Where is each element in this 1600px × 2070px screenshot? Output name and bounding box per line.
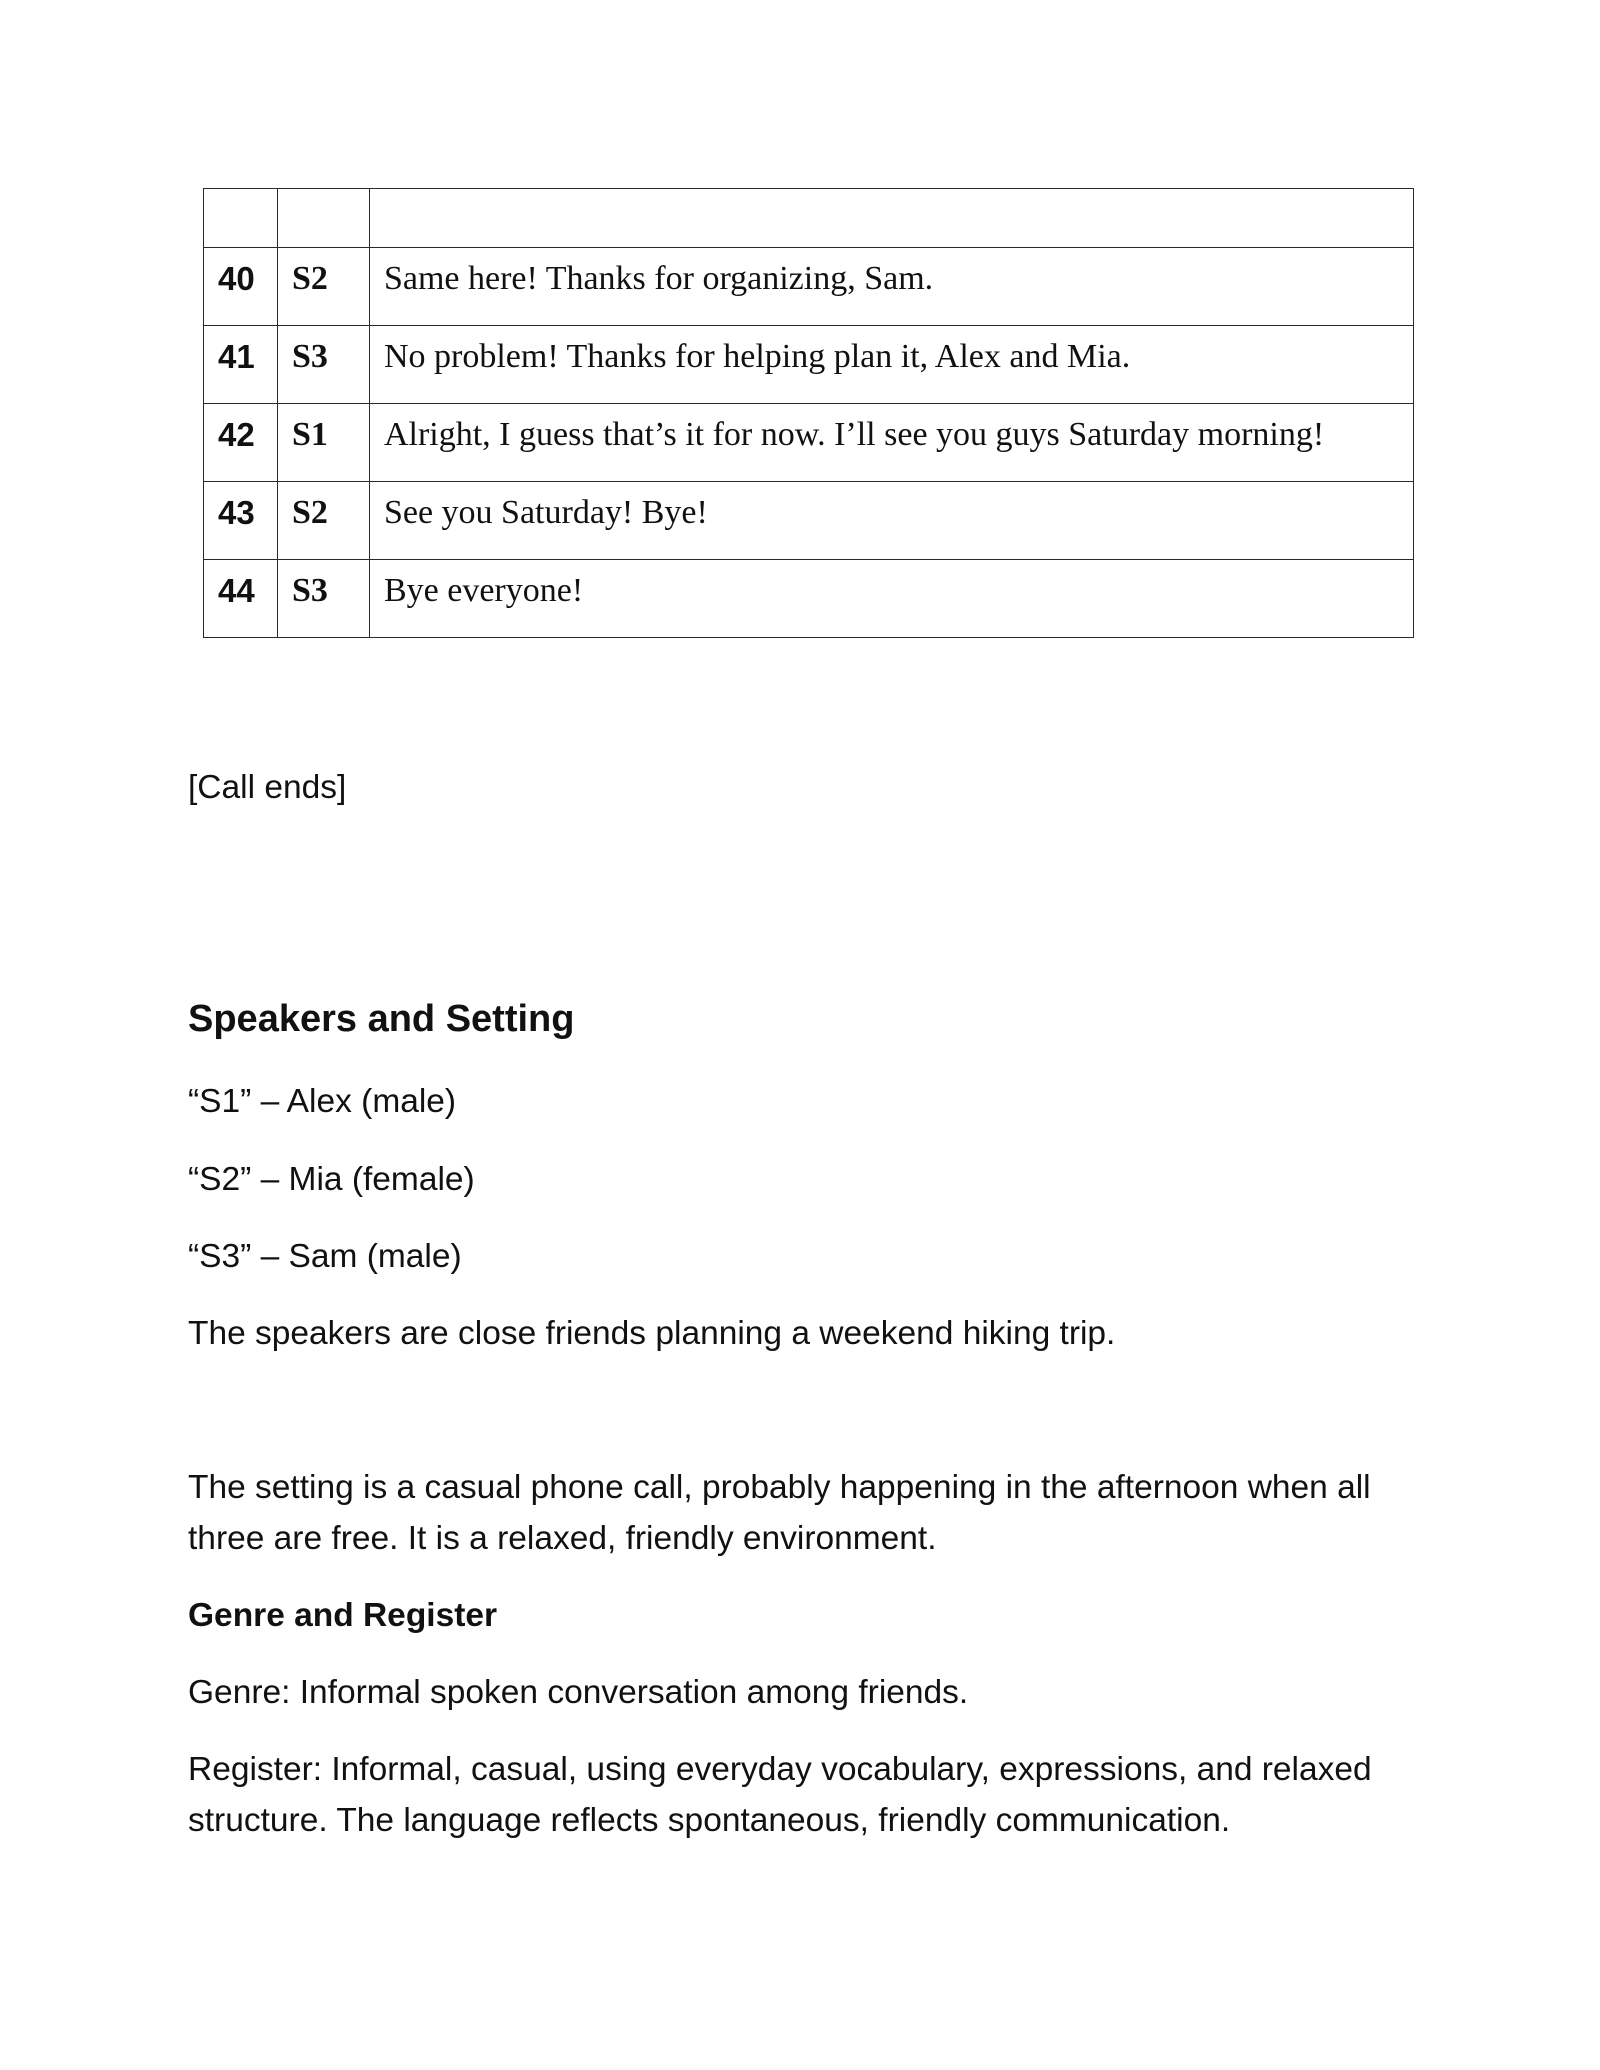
utterance-cell: Same here! Thanks for organizing, Sam. bbox=[369, 248, 1413, 326]
genre-paragraph: Genre: Informal spoken conversation among friends. bbox=[188, 1674, 969, 1711]
setting-paragraph: The setting is a casual phone call, probably happening in the afternoon when all three are free. It is a relaxed, friendly environment. bbox=[188, 1469, 1371, 1557]
line-number-cell: 42 bbox=[204, 404, 278, 482]
speaker-cell: S2 bbox=[277, 248, 369, 326]
speaker-cell: S1 bbox=[277, 404, 369, 482]
register-paragraph: Register: Informal, casual, using everyday vocabulary, expressions, and relaxed structure. The language reflects spontaneous, friendly communication. bbox=[188, 1751, 1372, 1839]
speaker-cell: S3 bbox=[277, 560, 369, 638]
line-number-cell: 41 bbox=[204, 326, 278, 404]
utterance-cell: See you Saturday! Bye! bbox=[369, 482, 1413, 560]
table-row bbox=[204, 404, 1414, 482]
speaker-cell bbox=[277, 189, 369, 248]
table-row bbox=[204, 482, 1414, 560]
utterance-cell: No problem! Thanks for helping plan it, Alex and Mia. bbox=[369, 326, 1413, 404]
table-row bbox=[204, 560, 1414, 638]
speaker-cell: S2 bbox=[277, 482, 369, 560]
speaker-entry: “S2” – Mia (female) bbox=[188, 1161, 475, 1198]
utterance-cell bbox=[369, 189, 1413, 248]
speakers-heading: Speakers and Setting bbox=[188, 998, 575, 1040]
call-end-note: [Call ends] bbox=[188, 769, 347, 806]
line-number-cell: 44 bbox=[204, 560, 278, 638]
utterance-cell: Alright, I guess that’s it for now. I’ll see you guys Saturday morning! bbox=[369, 404, 1413, 482]
relationship-paragraph: The speakers are close friends planning a weekend hiking trip. bbox=[188, 1315, 1116, 1352]
table-row bbox=[204, 189, 1414, 248]
line-number-cell bbox=[204, 189, 278, 248]
speaker-entry: “S3” – Sam (male) bbox=[188, 1238, 462, 1275]
genre-heading: Genre and Register bbox=[188, 1597, 498, 1634]
table-row bbox=[204, 248, 1414, 326]
line-number-cell: 40 bbox=[204, 248, 278, 326]
speaker-cell: S3 bbox=[277, 326, 369, 404]
line-number-cell: 43 bbox=[204, 482, 278, 560]
transcript-table bbox=[203, 188, 1414, 638]
table-row bbox=[204, 326, 1414, 404]
utterance-cell: Bye everyone! bbox=[369, 560, 1413, 638]
speaker-entry: “S1” – Alex (male) bbox=[188, 1083, 457, 1120]
